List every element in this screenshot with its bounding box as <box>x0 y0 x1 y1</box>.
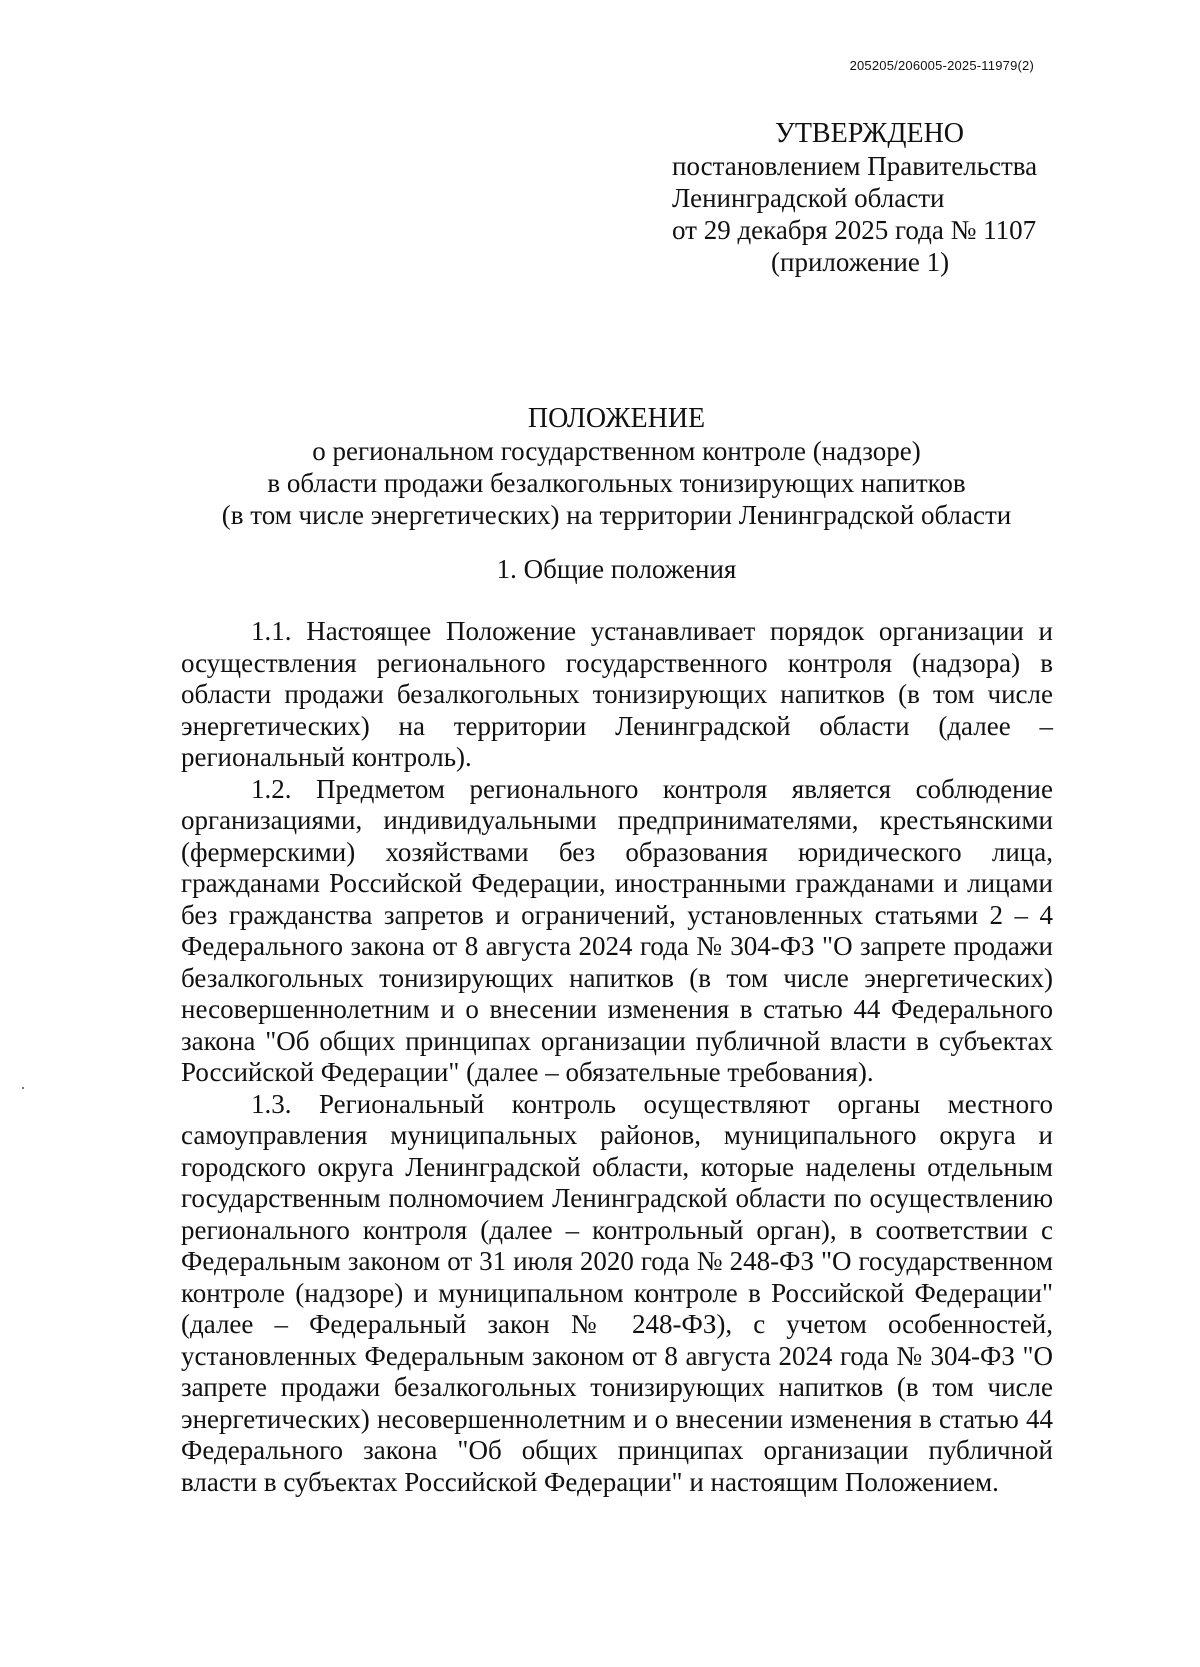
document-title-block <box>180 403 1053 531</box>
approval-line-1: постановлением Правительства <box>672 151 1038 181</box>
document-body <box>181 616 1053 1498</box>
paragraph-1-1: 1.1. Настоящее Положение устанавливает порядок организации и осуществления регионального государственного контроля (надзора) в области продажи безалкогольных тонизирующих напитков (в том числе энергетических) на территории Ленинградской области (далее – региональный контроль). <box>181 616 1053 772</box>
approval-annex: (приложение 1) <box>771 247 950 277</box>
approval-heading: УТВЕРЖДЕНО <box>775 118 965 149</box>
paragraph-1-3: 1.3. Региональный контроль осуществляют органы местного самоуправления муниципальных районов, муниципального округа и городского округа Ленинградской области, которые наделены отдельным государственным полномочием Ленинградской области по осуществлению регионального контроля (далее – контрольный орган), в соответствии с Федеральным законом от 31 июля 2020 года № 248-ФЗ "О государственном контроле (надзоре) и муниципальном контроле в Российской Федерации" (далее – Федеральный закон № 248-ФЗ), с учетом особенностей, установленных Федеральным законом от 8 августа 2024 года № 304-ФЗ "О запрете продажи безалкогольных тонизирующих напитков (в том числе энергетических) несовершеннолетним и о внесении изменения в статью 44 Федерального закона "Об общих принципах организации публичной власти в субъектах Российской Федерации" и настоящим Положением. <box>181 1088 1053 1497</box>
document-number: 205205/206005-2025-11979(2) <box>849 58 1034 73</box>
section-heading: 1. Общие положения <box>496 554 737 584</box>
approval-line-2: Ленинградской области <box>672 183 945 213</box>
approval-stamp <box>672 118 1072 278</box>
scan-artifact <box>22 1087 24 1089</box>
approval-line-3: от 29 декабря 2025 года № 1107 <box>672 215 1037 245</box>
paragraph-1-2: 1.2. Предметом регионального контроля является соблюдение организациями, индивидуальными предпринимателями, крестьянскими (фермерскими) хозяйствами без образования юридического лица, гражданами Российской Федерации, иностранными гражданами и лицами без гражданства запретов и ограничений, установленных статьями 2 – 4 Федерального закона от 8 августа 2024 года № 304-ФЗ "О запрете продажи безалкогольных тонизирующих напитков (в том числе энергетических) несовершеннолетним и о внесении изменения в статью 44 Федерального закона "Об общих принципах организации публичной власти в субъектах Российской Федерации" (далее – обязательные требования). <box>181 773 1053 1087</box>
document-subtitle-line-1: о региональном государственном контроле (надзоре) <box>312 436 921 466</box>
document-subtitle-line-3: (в том числе энергетических) на территории Ленинградской области <box>221 500 1012 530</box>
document-subtitle-line-2: в области продажи безалкогольных тонизирующих напитков <box>267 468 966 498</box>
document-title: ПОЛОЖЕНИЕ <box>527 403 706 434</box>
